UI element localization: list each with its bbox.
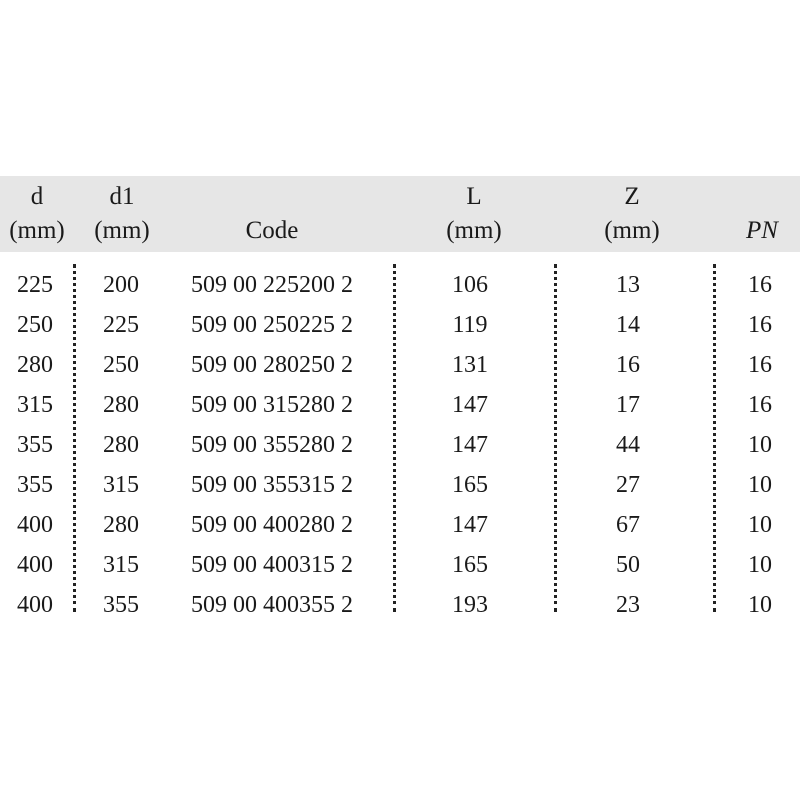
cell-code: 509 00 400355 2	[191, 592, 353, 618]
cell-d: 355	[17, 472, 53, 498]
cell-l: 147	[452, 392, 488, 418]
cell-z: 17	[616, 392, 640, 418]
header-z	[590, 180, 674, 248]
cell-d: 250	[17, 312, 53, 338]
cell-d1: 225	[103, 312, 139, 338]
cell-l: 165	[452, 552, 488, 578]
cell-pn: 10	[748, 472, 772, 498]
cell-z: 14	[616, 312, 640, 338]
header-z-label: Z	[624, 183, 640, 210]
header-l-unit: (mm)	[446, 217, 502, 244]
header-d	[6, 180, 68, 248]
cell-d1: 315	[103, 552, 139, 578]
header-l	[432, 180, 516, 248]
cell-pn: 16	[748, 392, 772, 418]
cell-l: 106	[452, 272, 488, 298]
table-row	[0, 505, 800, 545]
cell-z: 44	[616, 432, 640, 458]
header-pn-label: PN	[746, 217, 778, 244]
cell-d1: 355	[103, 592, 139, 618]
header-l-label: L	[466, 183, 482, 210]
table-row	[0, 545, 800, 585]
table-row	[0, 385, 800, 425]
cell-d: 355	[17, 432, 53, 458]
cell-d: 315	[17, 392, 53, 418]
header-code-blank	[222, 180, 322, 214]
cell-l: 119	[452, 312, 488, 338]
cell-d: 400	[17, 592, 53, 618]
table-row	[0, 265, 800, 305]
cell-code: 509 00 355280 2	[191, 432, 353, 458]
cell-d: 400	[17, 552, 53, 578]
header-d1-label: d1	[109, 183, 135, 210]
cell-l: 147	[452, 512, 488, 538]
cell-pn: 16	[748, 312, 772, 338]
cell-pn: 16	[748, 352, 772, 378]
cell-pn: 16	[748, 272, 772, 298]
cell-d1: 280	[103, 432, 139, 458]
cell-d: 225	[17, 272, 53, 298]
header-d-unit: (mm)	[9, 217, 65, 244]
cell-l: 131	[452, 352, 488, 378]
table-row	[0, 465, 800, 505]
header-code-label: Code	[245, 217, 299, 244]
cell-code: 509 00 355315 2	[191, 472, 353, 498]
cell-d: 400	[17, 512, 53, 538]
cell-z: 50	[616, 552, 640, 578]
header-pn-blank	[728, 180, 796, 214]
cell-l: 147	[452, 432, 488, 458]
table-row	[0, 305, 800, 345]
cell-pn: 10	[748, 432, 772, 458]
table-row	[0, 345, 800, 385]
cell-pn: 10	[748, 592, 772, 618]
cell-code: 509 00 280250 2	[191, 352, 353, 378]
cell-d1: 250	[103, 352, 139, 378]
cell-z: 67	[616, 512, 640, 538]
cell-code: 509 00 225200 2	[191, 272, 353, 298]
cell-d1: 200	[103, 272, 139, 298]
cell-pn: 10	[748, 512, 772, 538]
cell-d1: 280	[103, 392, 139, 418]
cell-code: 509 00 400315 2	[191, 552, 353, 578]
cell-d: 280	[17, 352, 53, 378]
cell-code: 509 00 250225 2	[191, 312, 353, 338]
cell-code: 509 00 400280 2	[191, 512, 353, 538]
cell-z: 27	[616, 472, 640, 498]
cell-l: 193	[452, 592, 488, 618]
header-d1-unit: (mm)	[94, 217, 150, 244]
cell-z: 13	[616, 272, 640, 298]
header-pn	[728, 180, 796, 248]
table-row	[0, 425, 800, 465]
header-d-label: d	[30, 183, 44, 210]
cell-l: 165	[452, 472, 488, 498]
cell-d1: 315	[103, 472, 139, 498]
header-z-unit: (mm)	[604, 217, 660, 244]
header-d1	[86, 180, 158, 248]
cell-code: 509 00 315280 2	[191, 392, 353, 418]
table-row	[0, 585, 800, 625]
cell-pn: 10	[748, 552, 772, 578]
cell-d1: 280	[103, 512, 139, 538]
cell-z: 23	[616, 592, 640, 618]
header-code	[222, 180, 322, 248]
cell-z: 16	[616, 352, 640, 378]
